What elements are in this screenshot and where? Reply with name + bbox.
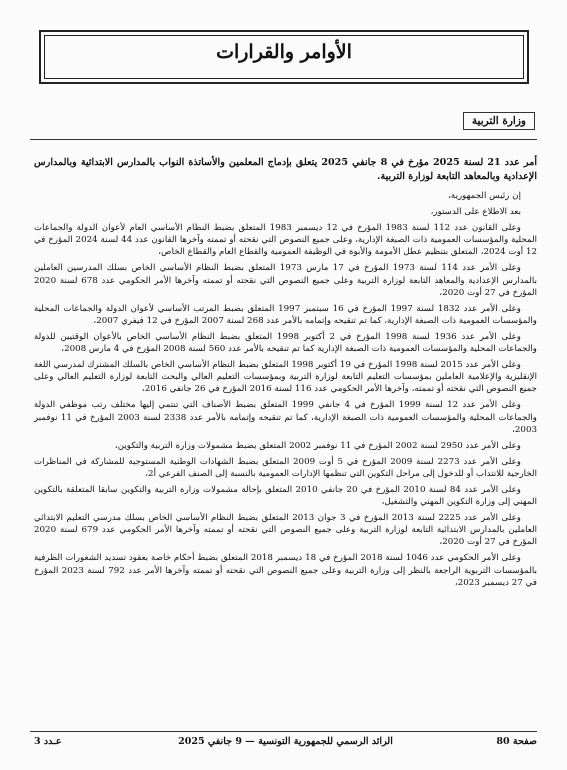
journal-title: الرائد الرسمي للجمهورية التونسية — 9 جانفي 2025 xyxy=(178,736,393,747)
footer-divider xyxy=(30,731,537,732)
preamble-paragraph: وعلى الأمر عدد 2225 لسنة 2013 المؤرخ في 3 جوان 2013 المتعلق بضبط النظام الأساسي الخاص بسلك مدرسي التعليم الابتدائي العاملين بالمدارس الابتدائية التابعة لوزارة التربية وعلى جميع النصوص التي نقحته أو تممته وآخرها الأمر الحكومي عدد 679 لسنة 2020 المؤرخ في 27 أوت 2020، xyxy=(34,513,538,548)
ministry-label: وزارة التربية xyxy=(463,112,535,130)
preamble-paragraph: وعلى القانون عدد 112 لسنة 1983 المؤرخ في 12 ديسمبر 1983 المتعلق بضبط النظام الأساسي العام لأعوان الدولة والجماعات المحلية والمؤسسات العمومية ذات الصبغة الإدارية، وعلى جميع النصوص التي نقحته أو تممته وآخرها القانون عدد 44 لسنة 2024 المؤرخ في 12 أوت 2024، المتعلق بتنظيم عطل الأمومة والأبوة في الوظيفة العمومية والقطاع العام والقطاع الخاص، xyxy=(34,223,538,258)
title-frame xyxy=(39,30,529,84)
preamble-paragraph: وعلى الأمر عدد 2273 لسنة 2009 المؤرخ في 5 أوت 2009 المتعلق بضبط الشهادات الوطنية المستوجبة للمشاركة في المناظرات الخارجية للانتداب أو للدخول إلى مراحل التكوين التي تنظمها الإدارات العمومية بالنسبة إلى الصنف الفرعي أ2، xyxy=(34,456,537,479)
preamble-paragraph: وعلى الأمر عدد 114 لسنة 1973 المؤرخ في 17 مارس 1973 المتعلق بضبط النظام الأساسي الخاص بسلك المدرسين العاملين بالمدارس الإعدادية والمعاهد التابعة لوزارة التربية وعلى جميع النصوص التي نقحته أو تممته وآخرها الأمر الحكومي عدد 678 لسنة 2020 المؤرخ في 27 أوت 2020، xyxy=(34,263,537,298)
preamble-paragraph: بعد الاطلاع على الدستور، xyxy=(430,207,521,218)
page-footer xyxy=(34,736,537,752)
issue-number: عـدد 3 xyxy=(34,736,62,747)
order-body xyxy=(34,156,537,593)
preamble-paragraph: إن رئيس الجمهورية، xyxy=(448,191,521,201)
preamble-paragraph: وعلى الأمر عدد 12 لسنة 1999 المؤرخ في 4 جانفي 1999 المتعلق بضبط الأصناف التي تنتمي إليها مختلف رتب موظفي الدولة والجماعات المحلية والمؤسسات العمومية ذات الصبغة الإدارية، كما تم تنقيحه وإتمامه بالأمر عدد 2338 لسنة 2003 المؤرخ في 11 نوفمبر 2003، xyxy=(34,400,537,435)
preamble-paragraph: وعلى الأمر عدد 1832 لسنة 1997 المؤرخ في 16 سبتمبر 1997 المتعلق بضبط المرتب الأساسي لأعوان الدولة والجماعات المحلية والمؤسسات العمومية ذات الصبغة الإدارية، كما تم تنقيحه وإتمامه بالأمر عدد 268 لسنة 2007 المؤرخ في 12 فيفري 2007، xyxy=(34,303,537,326)
header-divider xyxy=(30,139,537,140)
page-number: صفحة 80 xyxy=(496,736,537,747)
preamble-paragraph: وعلى الأمر عدد 2015 لسنة 1998 المؤرخ في 19 أكتوبر 1998 المتعلق بضبط النظام الأساسي الخاص بالسلك المشترك لمدرسي اللغة الإنقليزية والإعلامية العاملين بمؤسسات التعليم التابعة لوزارة التربية وبمؤسسات التعليم العالي والبحث التابعة لوزارة التعليم العالي وعلى جميع النصوص التي نقحته أو تممته، وآخرها الأمر الحكومي عدد 116 لسنة 2016 المؤرخ في 26 جانفي 2016، xyxy=(34,360,537,395)
section-title: الأوامر والقرارات xyxy=(216,41,352,63)
preamble-paragraph: وعلى الأمر الحكومي عدد 1046 لسنة 2018 المؤرخ في 18 ديسمبر 2018 المتعلق بضبط أحكام خاصة بعقود تسديد الشغورات الظرفية بالمؤسسات التربوية الراجعة بالنظر إلى وزارة التربية وعلى جميع النصوص التي نقحته أو تممته وآخرها الأمر عدد 792 لسنة 2023 المؤرخ في 27 ديسمبر 2023، xyxy=(34,553,537,588)
order-title: أمر عدد 21 لسنة 2025 مؤرخ في 8 جانفي 2025 يتعلق بإدماج المعلمين والأساتذة النواب بالمدارس الابتدائية وبالمدارس الإعدادية وبالمعاهد التابعة لوزارة التربية. xyxy=(34,157,537,182)
preamble-paragraph: وعلى الأمر عدد 84 لسنة 2010 المؤرخ في 20 جانفي 2010 المتعلق بإحالة مشمولات وزارة التربية والتكوين سابقا المتعلقة بالتكوين المهني إلى وزارة التكوين المهني والتشغيل، xyxy=(34,484,537,508)
preamble-paragraph: وعلى الأمر عدد 2950 لسنة 2002 المؤرخ في 11 نوفمبر 2002 المتعلق بضبط مشمولات وزارة التربية والتكوين، xyxy=(114,440,521,451)
preamble-paragraph: وعلى الأمر عدد 1936 لسنة 1998 المؤرخ في 2 أكتوبر 1998 المتعلق بضبط النظام الأساسي الخاص بالأعوان الوقتيين للدولة والجماعات المحلية والمؤسسات العمومية ذات الصبغة الإدارية كما تم تنقيحه بالأمر عدد 560 لسنة 2008 المؤرخ في 4 مارس 2008، xyxy=(34,331,537,355)
